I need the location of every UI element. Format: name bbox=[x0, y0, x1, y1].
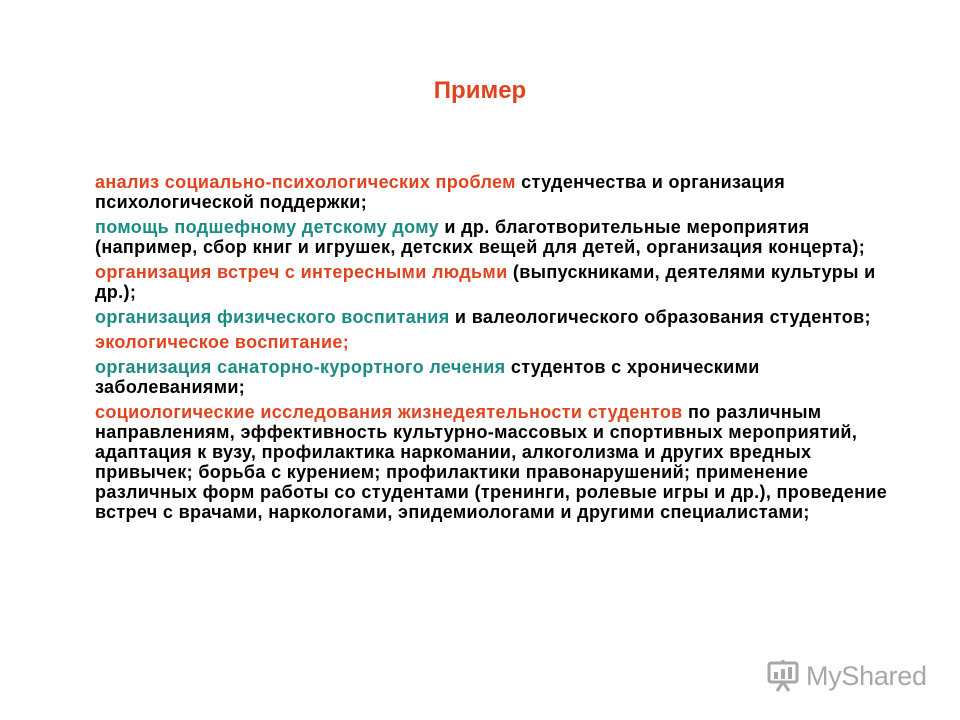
item-highlight: организация санаторно-курортного лечения bbox=[95, 357, 506, 377]
item-highlight: организация физического воспитания bbox=[95, 307, 450, 327]
watermark[interactable] bbox=[766, 656, 927, 696]
item-text: и валеологического образования студентов; bbox=[449, 307, 871, 327]
item-highlight: помощь подшефному детскому дому bbox=[95, 217, 440, 237]
item-highlight: анализ социально-психологических проблем bbox=[95, 172, 516, 192]
list-item bbox=[95, 217, 895, 257]
list-item bbox=[95, 402, 895, 522]
list-item bbox=[95, 332, 895, 352]
slide-content bbox=[95, 172, 895, 527]
item-text: и др. благотворительные мероприятия (например, сбор книг и игрушек, детских вещей для детей, организация концерта); bbox=[95, 217, 866, 257]
item-highlight: организация встреч с интересными людьми bbox=[95, 262, 508, 282]
presentation-board-icon bbox=[766, 659, 800, 693]
slide-title: Пример bbox=[433, 77, 527, 104]
list-item bbox=[95, 262, 895, 302]
item-highlight: социологические исследования жизнедеятельности студентов bbox=[95, 402, 683, 422]
list-item bbox=[95, 307, 895, 327]
item-text: студенчества и организация психологической поддержки; bbox=[95, 172, 786, 212]
item-text: студентов с хроническими заболеваниями; bbox=[95, 357, 760, 397]
watermark-text: MyShared bbox=[806, 661, 927, 691]
list-item bbox=[95, 357, 895, 397]
item-text: (выпускниками, деятелями культуры и др.); bbox=[95, 262, 876, 302]
item-text: по различным направлениям, эффективность культурно-массовых и спортивных мероприятий, адаптация к вузу, профилактика наркомании, алкоголизма и других вредных привычек; борьба с курением; профилактики правонарушений; применение различных форм работы со студентами (тренинги, ролевые игры и др.), проведение встреч с врачами, наркологами, эпидемиологами и другими специалистами; bbox=[95, 402, 888, 522]
item-highlight: экологическое воспитание; bbox=[95, 332, 350, 352]
list-item bbox=[95, 172, 895, 212]
